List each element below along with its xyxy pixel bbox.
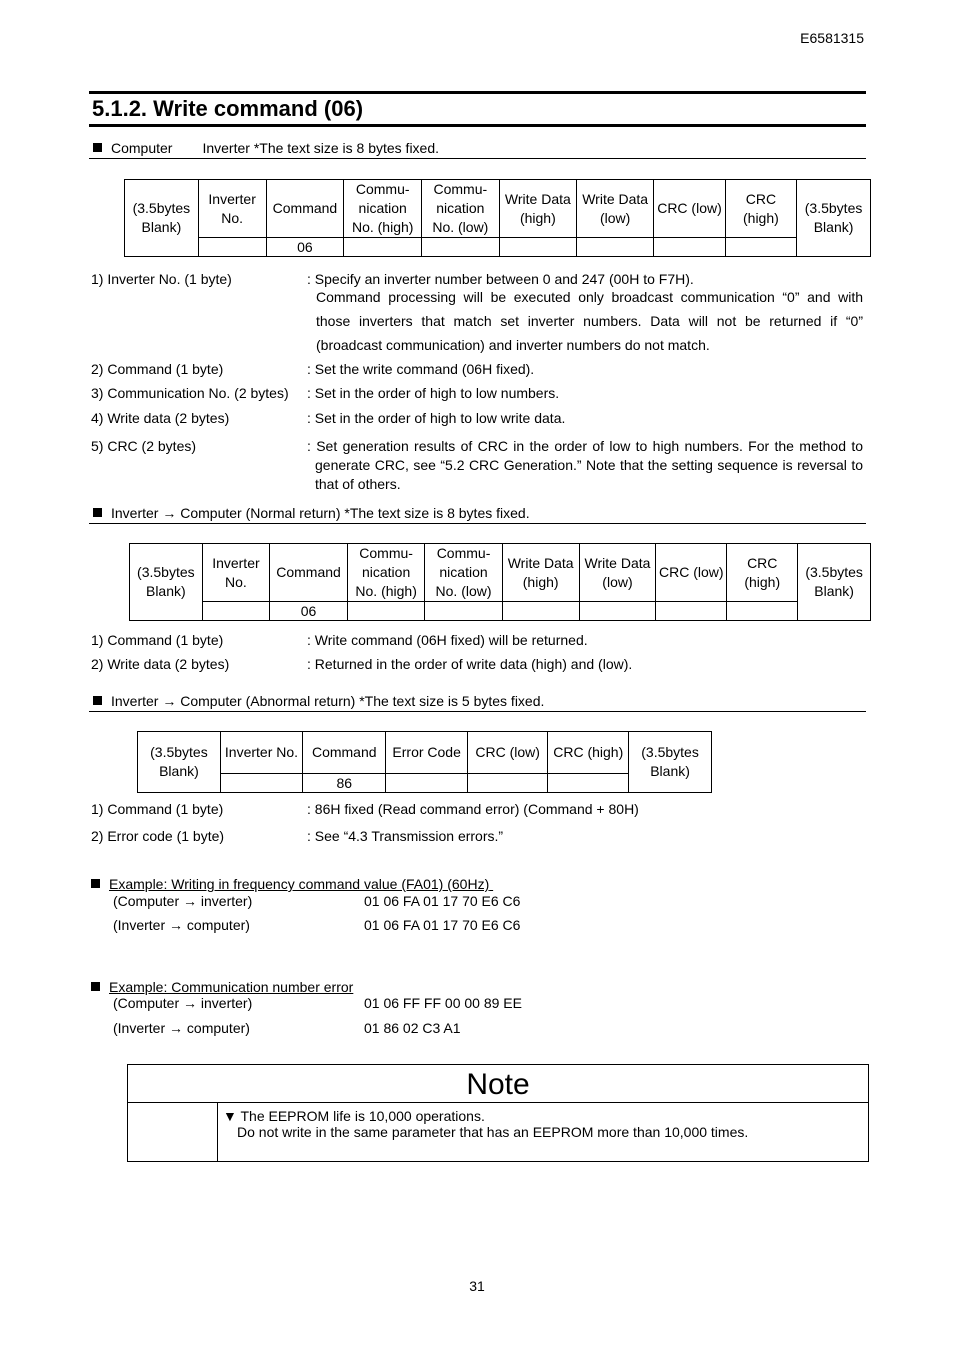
example-direction: (Inverter → computer) xyxy=(113,1020,250,1036)
frame-cell: (3.5bytes Blank) xyxy=(125,180,199,257)
example-data: 01 06 FA 01 17 70 E6 C6 xyxy=(364,917,521,933)
frame-cell: Inverter No. xyxy=(220,732,302,774)
item-label: 1) Command (1 byte) xyxy=(91,632,224,648)
item-description: : 86H fixed (Read command error) (Command + 80H) xyxy=(307,801,639,817)
frame-value-cell xyxy=(198,238,266,257)
request-frame-table xyxy=(124,179,871,257)
frame-value-cell xyxy=(220,773,302,792)
frame-cell: (3.5bytes Blank) xyxy=(798,544,871,621)
frame-cell: Write Data (high) xyxy=(502,544,579,602)
item-description: : See “4.3 Transmission errors.” xyxy=(307,828,504,844)
frame-cell: CRC (high) xyxy=(727,544,798,602)
frame-value-cell xyxy=(579,602,656,621)
note-title: Note xyxy=(128,1065,868,1103)
example-direction: (Inverter → computer) xyxy=(113,917,250,933)
item-label: 3) Communication No. (2 bytes) xyxy=(91,385,289,401)
example2-heading: Example: Communication number error xyxy=(91,979,353,995)
frame-cell: Write Data (low) xyxy=(577,180,654,238)
frame-cell: CRC (high) xyxy=(725,180,796,238)
item-description: : Set generation results of CRC in the order of low to high numbers. For the method to generate CRC, see “5.2 CRC Generation.” Note that the setting sequence is reversal to that of others. xyxy=(307,438,863,492)
frame-value-cell xyxy=(499,238,576,257)
frame-value-cell xyxy=(654,238,725,257)
frame-value-cell xyxy=(656,602,727,621)
item-description: : Specify an inverter number between 0 and 247 (00H to F7H). Command processing will be executed only broadcast communication “0” and with those inverters that match set inverter numbers. Data will not be returned if “0” (broadcast communication) and inverter numbers do not match. xyxy=(307,271,863,353)
frame-value-cell xyxy=(422,238,500,257)
frame-cell: (3.5bytes Blank) xyxy=(138,732,221,793)
example-direction: (Computer → inverter) xyxy=(113,893,253,909)
frame-cell: Commu- nication No. (low) xyxy=(422,180,500,238)
bullet-square-icon xyxy=(91,982,100,991)
example-data: 01 06 FA 01 17 70 E6 C6 xyxy=(364,893,521,909)
frame-value-cell xyxy=(425,602,502,621)
frame-cell: (3.5bytes Blank) xyxy=(629,732,712,793)
frame-value-cell xyxy=(344,238,422,257)
bullet-square-icon xyxy=(91,879,100,888)
example-direction: (Computer → inverter) xyxy=(113,995,253,1011)
item-description: : Write command (06H fixed) will be returned. xyxy=(307,632,588,648)
frame-cell: Write Data (low) xyxy=(579,544,656,602)
frame-value-cell xyxy=(502,602,579,621)
frame-cell: Write Data (high) xyxy=(499,180,576,238)
page-number: 31 xyxy=(469,1278,485,1294)
note-text: ▼ The EEPROM life is 10,000 operations. Do not write in the same parameter that has an EEPROM more than 10,000 times. xyxy=(223,1108,749,1140)
item-label: 1) Inverter No. (1 byte) xyxy=(91,271,232,287)
item-label: 5) CRC (2 bytes) xyxy=(91,438,197,454)
frame-cell: Command xyxy=(303,732,386,774)
frame-value-cell: 06 xyxy=(266,238,344,257)
frame-value-cell xyxy=(386,773,468,792)
frame-cell: Command xyxy=(266,180,344,238)
section-title-box xyxy=(89,91,866,127)
item-label: 1) Command (1 byte) xyxy=(91,801,224,817)
item-label: 2) Write data (2 bytes) xyxy=(91,656,230,672)
frame-value-cell xyxy=(577,238,654,257)
note-box xyxy=(127,1064,869,1162)
section3-heading: Inverter → Computer (Abnormal return) *The text size is 5 bytes fixed. xyxy=(89,692,866,712)
example-data: 01 86 02 C3 A1 xyxy=(364,1020,461,1036)
frame-cell: (3.5bytes Blank) xyxy=(797,180,871,257)
abnormal-return-frame-table xyxy=(137,731,712,793)
frame-cell: CRC (low) xyxy=(654,180,725,238)
frame-cell: Commu- nication No. (low) xyxy=(425,544,502,602)
frame-value-cell: 86 xyxy=(303,773,386,792)
example-data: 01 06 FF FF 00 00 89 EE xyxy=(364,995,522,1011)
note-divider xyxy=(217,1103,218,1161)
frame-cell: Error Code xyxy=(386,732,468,774)
frame-cell: (3.5bytes Blank) xyxy=(130,544,203,621)
bullet-square-icon xyxy=(93,508,102,517)
item-description: : Returned in the order of write data (high) and (low). xyxy=(307,656,633,672)
frame-value-cell xyxy=(727,602,798,621)
frame-value-cell xyxy=(467,773,547,792)
frame-cell: CRC (low) xyxy=(467,732,547,774)
section-title: 5.1.2. Write command (06) xyxy=(92,96,364,121)
frame-value-cell: 06 xyxy=(270,602,348,621)
bullet-square-icon xyxy=(93,696,102,705)
frame-value-cell xyxy=(347,602,424,621)
frame-cell: Commu- nication No. (high) xyxy=(344,180,422,238)
frame-value-cell xyxy=(725,238,796,257)
frame-value-cell xyxy=(202,602,270,621)
bullet-square-icon xyxy=(93,143,102,152)
frame-cell: Commu- nication No. (high) xyxy=(347,544,424,602)
item-label: 4) Write data (2 bytes) xyxy=(91,410,230,426)
frame-cell: Inverter No. xyxy=(198,180,266,238)
normal-return-frame-table xyxy=(129,543,871,621)
item-label: 2) Error code (1 byte) xyxy=(91,828,225,844)
item-description: : Set in the order of high to low write data. xyxy=(307,410,566,426)
document-id: E6581315 xyxy=(800,30,864,46)
section2-heading: Inverter → Computer (Normal return) *The text size is 8 bytes fixed. xyxy=(89,504,866,524)
section1-heading: Computer Inverter *The text size is 8 bytes fixed. xyxy=(89,139,866,159)
frame-cell: Command xyxy=(270,544,348,602)
example1-heading: Example: Writing in frequency command value (FA01) (60Hz) xyxy=(91,876,493,892)
frame-cell: CRC (high) xyxy=(548,732,629,774)
item-description: : Set the write command (06H fixed). xyxy=(307,361,535,377)
item-label: 2) Command (1 byte) xyxy=(91,361,224,377)
frame-cell: CRC (low) xyxy=(656,544,727,602)
item-description: : Set in the order of high to low numbers. xyxy=(307,385,560,401)
frame-cell: Inverter No. xyxy=(202,544,270,602)
frame-value-cell xyxy=(548,773,629,792)
